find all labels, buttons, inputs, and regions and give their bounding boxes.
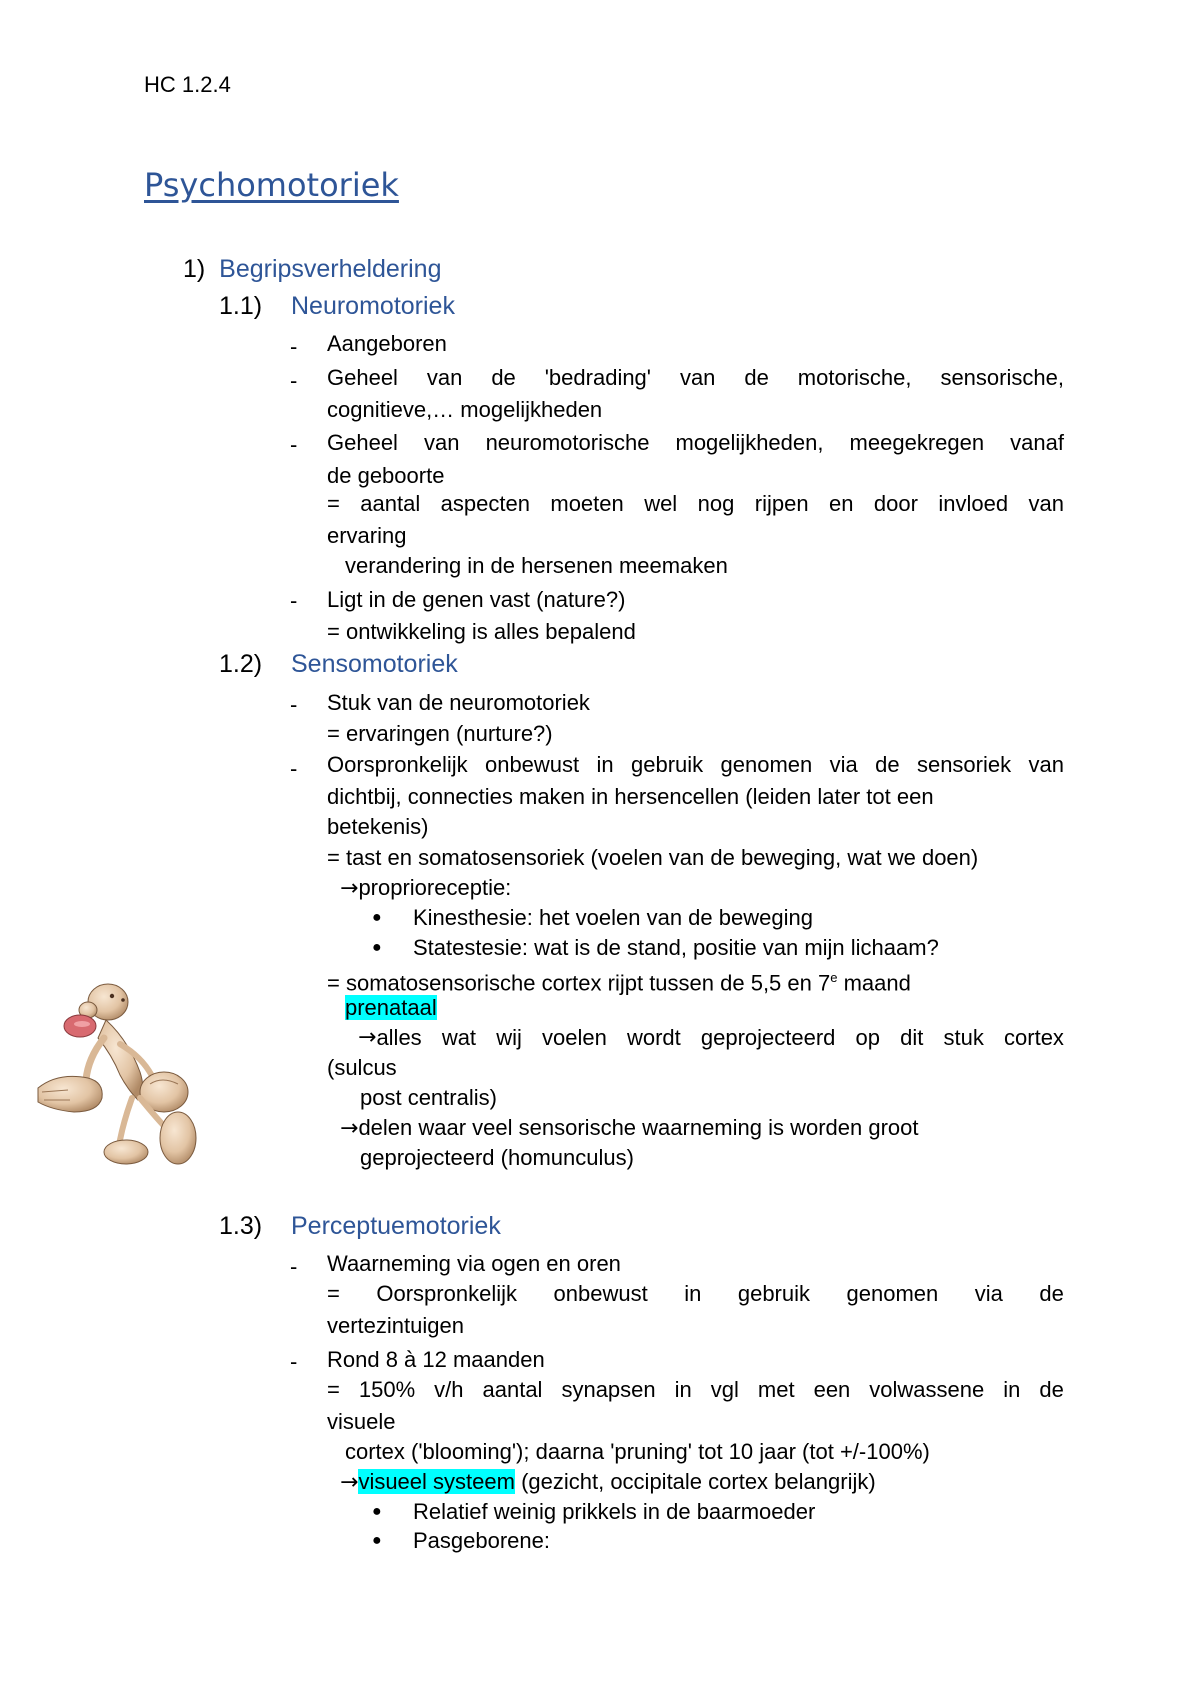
arrow-icon: →	[340, 1116, 359, 1141]
word: sensoriek	[916, 752, 1012, 777]
word: wij	[496, 1025, 522, 1050]
word: een	[813, 1377, 851, 1402]
word: onbewust	[553, 1281, 648, 1306]
word: de	[1039, 1377, 1064, 1402]
list-item-continuation: post centralis)	[360, 1085, 497, 1110]
bullet-icon: ●	[372, 1532, 382, 1549]
list-item-justified	[327, 1377, 1064, 1403]
word: in	[674, 1377, 692, 1402]
list-item-continuation: betekenis)	[327, 814, 429, 839]
word: invloed	[938, 491, 1009, 516]
sub-list-item: Relatief weinig prikkels in de baarmoeder	[413, 1499, 816, 1524]
word: genomen	[720, 752, 813, 777]
list-item-continuation: = tast en somatosensoriek (voelen van de beweging, wat we doen)	[327, 845, 979, 870]
word: rijpen	[754, 491, 809, 516]
text-part: maand	[837, 970, 911, 996]
word: wat	[441, 1025, 477, 1050]
word: sensorische,	[940, 365, 1064, 390]
section-1-1-heading	[219, 292, 455, 321]
word: alles	[376, 1025, 422, 1050]
list-item-continuation: visuele	[327, 1409, 396, 1434]
word: v/h	[434, 1377, 464, 1402]
word: in	[684, 1281, 702, 1306]
highlighted-line	[345, 993, 437, 1023]
word: vgl	[710, 1377, 739, 1402]
word: de	[875, 752, 900, 777]
word: de	[1039, 1281, 1064, 1306]
document-header: HC 1.2.4	[144, 72, 231, 97]
word: dit	[900, 1025, 924, 1050]
word: door	[873, 491, 918, 516]
section-number: 1.1)	[219, 292, 263, 320]
word: in	[596, 752, 614, 777]
word: geprojecteerd	[700, 1025, 836, 1050]
arrow-icon: →	[340, 876, 359, 901]
text-part: = somatosensorische cortex rijpt tussen de 5,5 en 7	[327, 970, 831, 996]
word: met	[757, 1377, 795, 1402]
list-item-justified	[327, 1281, 1064, 1307]
arrow-icon: →	[340, 1470, 359, 1495]
section-number: 1.2)	[219, 650, 263, 678]
list-item-continuation: cognitieve,… mogelijkheden	[327, 397, 603, 422]
section-title: Neuromotoriek	[291, 292, 455, 320]
list-item-continuation: cortex ('blooming'); daarna 'pruning' tot 10 jaar (tot +/-100%)	[345, 1439, 930, 1464]
word: van	[1028, 491, 1064, 516]
list-item: Stuk van de neuromotoriek	[327, 690, 590, 715]
word: volwassene	[869, 1377, 985, 1402]
word: de	[744, 365, 769, 390]
homunculus-figure	[28, 980, 208, 1170]
word: onbewust	[484, 752, 580, 777]
sub-list-item: Kinesthesie: het voelen van de beweging	[413, 905, 813, 930]
word: nog	[697, 491, 735, 516]
section-number: 1)	[183, 255, 206, 283]
section-title: Perceptuemotoriek	[291, 1212, 501, 1240]
list-item-justified	[327, 491, 1064, 517]
list-item-continuation: verandering in de hersenen meemaken	[345, 553, 728, 578]
arrow-line	[340, 1467, 876, 1498]
word: cortex	[1004, 1025, 1064, 1050]
list-dash: -	[290, 368, 298, 393]
list-item: Waarneming via ogen en oren	[327, 1251, 621, 1276]
word: wel	[644, 491, 678, 516]
word: Oorspronkelijk	[376, 1281, 517, 1306]
list-item-continuation: dichtbij, connecties maken in hersencellen (leiden later tot een	[327, 784, 934, 809]
word: mogelijkheden,	[675, 430, 824, 455]
list-dash: -	[290, 432, 298, 457]
section-title: Sensomotoriek	[291, 650, 458, 678]
list-item-continuation: (sulcus	[327, 1055, 397, 1080]
word: =	[327, 1281, 340, 1306]
word: de	[491, 365, 516, 390]
justified-words	[376, 1023, 1064, 1053]
word: in	[1003, 1377, 1021, 1402]
word: aspecten	[440, 491, 530, 516]
word: van	[679, 365, 716, 390]
list-dash: -	[290, 756, 298, 781]
arrow-line	[340, 1113, 919, 1144]
word: aantal	[360, 491, 421, 516]
word: van	[1028, 752, 1064, 777]
superscript: e	[830, 970, 838, 985]
page-title: Psychomotoriek	[144, 166, 399, 204]
list-item-continuation: ervaring	[327, 523, 407, 548]
list-item-continuation: vertezintuigen	[327, 1313, 464, 1338]
list-item: Aangeboren	[327, 331, 447, 356]
word: Geheel	[327, 430, 398, 455]
word: via	[974, 1281, 1003, 1306]
section-number: 1.3)	[219, 1212, 263, 1240]
list-item: Ligt in de genen vast (nature?)	[327, 587, 626, 612]
arrow-text: (gezicht, occipitale cortex belangrijk)	[514, 1469, 876, 1494]
bullet-icon: ●	[372, 939, 382, 956]
arrow-text: proprioreceptie:	[358, 875, 512, 900]
word: gebruik	[737, 1281, 810, 1306]
section-1-2-heading	[219, 650, 458, 679]
word: op	[855, 1025, 881, 1050]
section-1-3-heading	[219, 1212, 501, 1241]
sub-list-item: Pasgeborene:	[413, 1528, 550, 1553]
list-dash: -	[290, 1254, 298, 1279]
arrow-icon: →	[358, 1025, 377, 1050]
word: Geheel	[327, 365, 398, 390]
list-dash: -	[290, 1349, 298, 1374]
word: motorische,	[797, 365, 912, 390]
list-dash: -	[290, 692, 298, 717]
word: meegekregen	[849, 430, 985, 455]
word: Oorspronkelijk	[327, 752, 468, 777]
list-item: Rond 8 à 12 maanden	[327, 1347, 545, 1372]
word: en	[829, 491, 854, 516]
highlight-text: visueel systeem	[358, 1469, 515, 1494]
word: voelen	[541, 1025, 607, 1050]
word: stuk	[943, 1025, 984, 1050]
word: =	[327, 1377, 340, 1402]
section-title: Begripsverheldering	[219, 255, 442, 283]
word: =	[327, 491, 340, 516]
sub-list-item: Statestesie: wat is de stand, positie van mijn lichaam?	[413, 935, 939, 960]
arrow-text: delen waar veel sensorische waarneming is worden groot	[358, 1115, 919, 1140]
list-item-continuation: geprojecteerd (homunculus)	[360, 1145, 634, 1170]
word: via	[829, 752, 858, 777]
word: wordt	[626, 1025, 681, 1050]
list-dash: -	[290, 334, 298, 359]
word: vanaf	[1010, 430, 1064, 455]
section-1-heading	[183, 255, 442, 284]
list-item-continuation: = ontwikkeling is alles bepalend	[327, 619, 636, 644]
word: gebruik	[631, 752, 704, 777]
word: 150%	[358, 1377, 416, 1402]
word: synapsen	[561, 1377, 656, 1402]
list-item-justified	[327, 365, 1064, 391]
list-item-continuation: de geboorte	[327, 463, 445, 488]
word: neuromotorische	[485, 430, 650, 455]
word: moeten	[550, 491, 624, 516]
word: 'bedrading'	[544, 365, 651, 390]
list-item-continuation: = ervaringen (nurture?)	[327, 721, 553, 746]
word: van	[426, 365, 463, 390]
list-dash: -	[290, 588, 298, 613]
arrow-line	[340, 873, 511, 904]
list-item-justified	[327, 752, 1064, 778]
highlight-text: prenataal	[345, 995, 437, 1020]
word: aantal	[482, 1377, 543, 1402]
word: genomen	[846, 1281, 939, 1306]
bullet-icon: ●	[372, 909, 382, 926]
word: van	[424, 430, 460, 455]
bullet-icon: ●	[372, 1503, 382, 1520]
list-item-justified	[327, 430, 1064, 456]
arrow-line-justified	[358, 1023, 1064, 1053]
